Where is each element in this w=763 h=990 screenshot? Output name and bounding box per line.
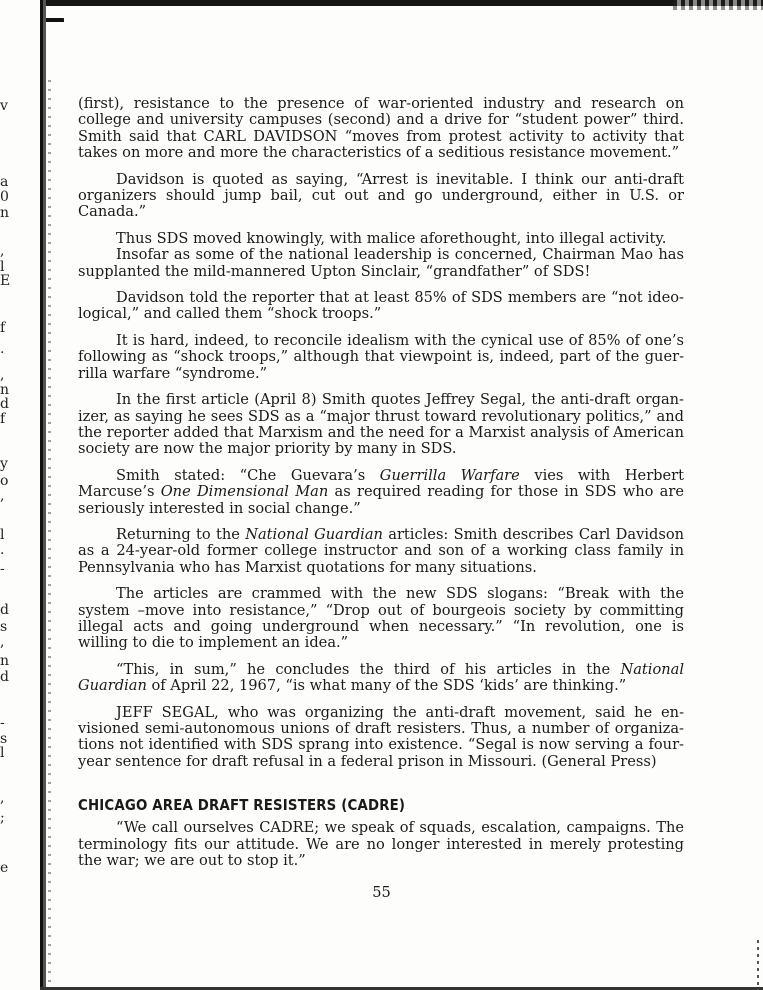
margin-fragment: , (0, 634, 5, 650)
margin-fragment: d (0, 669, 9, 685)
binding-holes (48, 80, 51, 990)
paragraph-p8 (78, 468, 684, 517)
margin-fragment: E (0, 273, 11, 289)
margin-fragment: ; (0, 810, 5, 826)
paragraph-p13 (78, 820, 684, 869)
text-run: In the first article (April 8) Smith quotes Jeffrey Segal, the anti-draft organ-izer, as saying he sees SDS as a “major thrust toward revolutionary politics,” and the reporter added that Marxism and the need for a Marxist analysis of American society are now the major priority by many in SDS. (78, 391, 684, 458)
margin-fragment: d (0, 396, 9, 412)
margin-fragment: , (0, 243, 5, 259)
paragraph-p9 (78, 527, 684, 576)
italic-title: Guerrilla Warfare (379, 466, 520, 484)
margin-fragment: e (0, 860, 9, 876)
text-run: articles: Smith describes Carl Davidson as a 24-year-old former college instructor and son of a working class family in Pennsylvania who has Marxist quotations for many situations. (78, 525, 685, 576)
text-run: of April 22, 1967, “is what many of the SDS ‘kids’ are thinking.” (146, 677, 627, 695)
text-run: Insofar as some of the national leadership is concerned, Chairman Mao has supplanted the mild-mannered Upton Sinclair, “grandfather” of SDS! (78, 246, 684, 280)
paragraph-p6 (78, 333, 684, 382)
margin-fragment: d (0, 602, 9, 618)
margin-fragment: . (0, 341, 5, 357)
paragraph-p3 (78, 231, 684, 247)
section-heading: CHICAGO AREA DRAFT RESISTERS (CADRE) (78, 796, 406, 815)
page-body (78, 96, 684, 879)
page-number: 55 (372, 884, 391, 901)
text-run: The articles are crammed with the new SDS slogans: “Break with the system –move into resistance,” “Drop out of bourgeois society by committing illegal acts and going underground when necessary.” “In revolution, one is willing to die to implement an idea.” (78, 585, 684, 652)
paragraph-p4 (78, 247, 684, 280)
text-run: “This, in sum,” he concludes the third of his articles in the (116, 660, 621, 678)
margin-fragment: f (0, 320, 6, 336)
margin-fragment: l (0, 259, 5, 275)
text-run: as required reading for those in SDS who are seriously interested in social change.” (78, 483, 684, 517)
top-edge-scan-artifact (673, 0, 763, 10)
paragraph-p7 (78, 392, 684, 458)
margin-fragment: n (0, 653, 10, 669)
text-run: Smith stated: “Che Guevara’s (116, 466, 380, 484)
margin-fragment: l (0, 527, 5, 543)
text-run: “We call ourselves CADRE; we speak of squads, escalation, campaigns. The terminology fits our attitude. We are no longer interested in merely protesting the war; we are out to stop it.” (78, 819, 684, 870)
margin-fragment: n (0, 382, 10, 398)
text-run: Davidson told the reporter that at least 85% of SDS members are “not ideo-logical,” and called them “shock troops.” (78, 289, 684, 323)
right-edge-scan-artifact (757, 940, 759, 990)
paragraph-p12 (78, 705, 684, 771)
italic-title: National Guardian (78, 660, 684, 695)
margin-fragment: , (0, 790, 5, 806)
margin-fragment: o (0, 473, 9, 489)
text-run: Returning to the (116, 525, 246, 543)
margin-fragment: s (0, 619, 8, 635)
text-run: vies with Herbert Marcuse’s (78, 466, 684, 501)
italic-title: One Dimensional Man (160, 483, 329, 501)
binding-spine (40, 0, 46, 990)
margin-fragment: - (0, 715, 5, 731)
text-run: JEFF SEGAL, who was organizing the anti-draft movement, said he en-visioned semi-autonomous unions of draft resisters. Thus, a number of organiza-tions not identified with SDS sprang into existence. “Segal is now serving a four-year sentence for draft refusal in a federal prison in Missouri. (General Press) (78, 703, 684, 770)
paragraph-p1 (78, 96, 684, 162)
spine-corner (46, 6, 64, 22)
margin-fragment: l (0, 745, 5, 761)
margin-fragment: f (0, 411, 6, 427)
margin-fragment: - (0, 561, 5, 577)
margin-fragment: n (0, 205, 10, 221)
margin-fragment: , (0, 488, 5, 504)
paragraph-p11 (78, 662, 684, 695)
margin-fragment: 0 (0, 189, 9, 205)
text-run: Thus SDS moved knowingly, with malice aforethought, into illegal activity. (116, 229, 667, 247)
margin-fragment: , (0, 367, 5, 383)
margin-fragment: v (0, 98, 8, 114)
italic-title: National Guardian (245, 525, 383, 543)
margin-fragment: . (0, 542, 5, 558)
margin-fragment: s (0, 731, 8, 747)
margin-fragment: y (0, 456, 8, 472)
paragraph-p10 (78, 586, 684, 652)
adjacent-page-text-fragments (0, 0, 14, 990)
text-run: (first), resistance to the presence of war-oriented industry and research on college and university campuses (second) and a drive for “student power” third. Smith said that CARL DAVIDSON “moves from protest activity to activity that takes on more and more the characteristics of a seditious resistance movement.” (78, 95, 684, 162)
text-run: Davidson is quoted as saying, “Arrest is inevitable. I think our anti-draft organizers should jump bail, cut out and go underground, either in U.S. or Canada.” (78, 170, 684, 221)
top-border-rule (40, 0, 763, 6)
margin-fragment: a (0, 174, 9, 190)
paragraph-p2 (78, 172, 684, 221)
text-run: It is hard, indeed, to reconcile idealism with the cynical use of 85% of one’s following as “shock troops,” although that viewpoint is, indeed, part of the guer-rilla warfare “syndrome.” (78, 331, 684, 382)
paragraph-p5 (78, 290, 684, 323)
